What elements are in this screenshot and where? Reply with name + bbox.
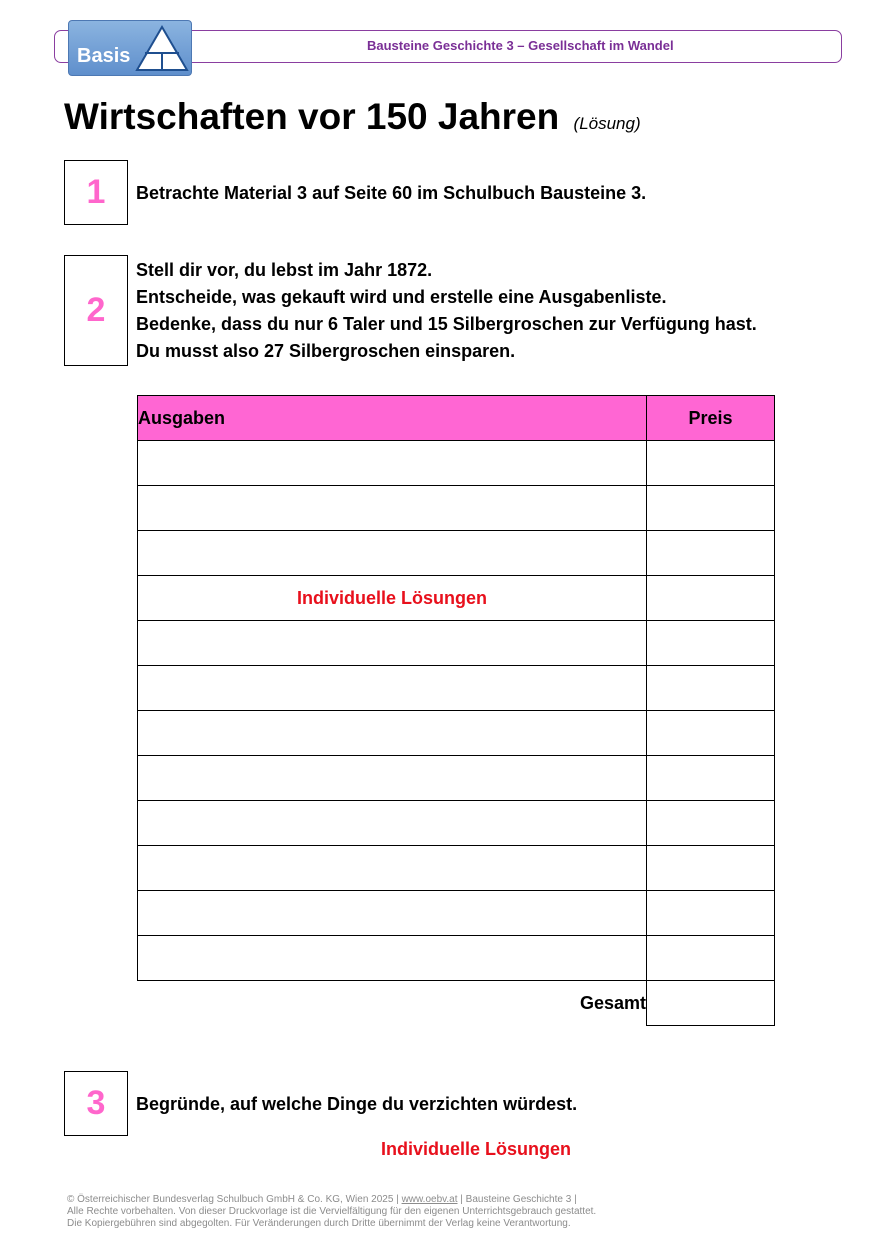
footer (67, 1194, 596, 1230)
task-2-line: Stell dir vor, du lebst im Jahr 1872. (136, 260, 433, 280)
table-row (138, 801, 775, 846)
expense-cell (138, 846, 647, 891)
task-number-1: 1 (64, 160, 128, 225)
price-cell (647, 531, 775, 576)
price-cell (647, 486, 775, 531)
expense-cell (138, 801, 647, 846)
total-row (138, 981, 775, 1026)
table-row (138, 756, 775, 801)
expense-cell (138, 666, 647, 711)
task-1-line: Betrachte Material 3 auf Seite 60 im Schulbuch Bausteine 3. (136, 183, 647, 203)
footer-copyright: © Österreichischer Bundesverlag Schulbuch GmbH & Co. KG, Wien 2025 | (67, 1194, 402, 1205)
page-title (64, 96, 641, 138)
table-row (138, 576, 775, 621)
expense-cell (138, 621, 647, 666)
price-cell (647, 621, 775, 666)
price-cell (647, 756, 775, 801)
total-price-cell (647, 981, 775, 1026)
header-preis: Preis (647, 396, 775, 441)
price-cell (647, 891, 775, 936)
price-cell (647, 666, 775, 711)
page-title-sub: (Lösung) (573, 114, 641, 133)
series-title: Bausteine Geschichte 3 – Gesellschaft im Wandel (367, 38, 674, 53)
expense-cell (138, 441, 647, 486)
table-row (138, 486, 775, 531)
task-2-line: Bedenke, dass du nur 6 Taler und 15 Silbergroschen zur Verfügung hast. (136, 314, 757, 334)
task-2-text (136, 257, 757, 365)
total-label: Gesamt (579, 992, 646, 1013)
table-row (138, 441, 775, 486)
expense-cell (138, 936, 647, 981)
expense-cell (138, 486, 647, 531)
table-row (138, 666, 775, 711)
table-row (138, 711, 775, 756)
expense-cell (138, 756, 647, 801)
expense-cell (138, 531, 647, 576)
expense-table (137, 395, 775, 1026)
footer-series: | Bausteine Geschichte 3 | (457, 1194, 577, 1205)
price-cell (647, 711, 775, 756)
logo-text: Basis (77, 45, 131, 67)
solution-text: Individuelle Lösungen (138, 576, 647, 621)
task-2-line: Entscheide, was gekauft wird und erstelle eine Ausgabenliste. (136, 287, 667, 307)
price-cell (647, 936, 775, 981)
table-row (138, 936, 775, 981)
table-row (138, 891, 775, 936)
footer-link[interactable]: www.oebv.at (401, 1194, 458, 1205)
task-number-2: 2 (64, 255, 128, 366)
table-header-row (138, 396, 775, 441)
triangle-logo-icon (133, 23, 191, 73)
table-row (138, 621, 775, 666)
price-cell (647, 441, 775, 486)
price-cell (647, 801, 775, 846)
price-cell (647, 576, 775, 621)
task-2-line: Du musst also 27 Silbergroschen einsparen. (136, 341, 516, 361)
task-1-text (136, 180, 646, 207)
task-3-line: Begründe, auf welche Dinge du verzichten würdest. (136, 1094, 578, 1114)
footer-line-2: Alle Rechte vorbehalten. Von dieser Druckvorlage ist die Vervielfältigung für den eigenen Unterrichtsgebrauch gestattet. (67, 1206, 597, 1217)
price-cell (647, 846, 775, 891)
expense-cell (138, 891, 647, 936)
table-row (138, 846, 775, 891)
footer-line-1 (67, 1194, 596, 1206)
basis-logo (68, 20, 192, 76)
footer-line-3: Die Kopiergebühren sind abgegolten. Für Veränderungen durch Dritte übernimmt der Verlag keine Verantwortung. (67, 1218, 571, 1229)
solution-text-task3: Individuelle Lösungen (381, 1139, 572, 1159)
task-number-3: 3 (64, 1071, 128, 1136)
page-title-main: Wirtschaften vor 150 Jahren (64, 96, 560, 137)
expense-cell (138, 711, 647, 756)
table-row (138, 531, 775, 576)
header-ausgaben: Ausgaben (138, 396, 647, 441)
task-3-text (136, 1091, 577, 1118)
